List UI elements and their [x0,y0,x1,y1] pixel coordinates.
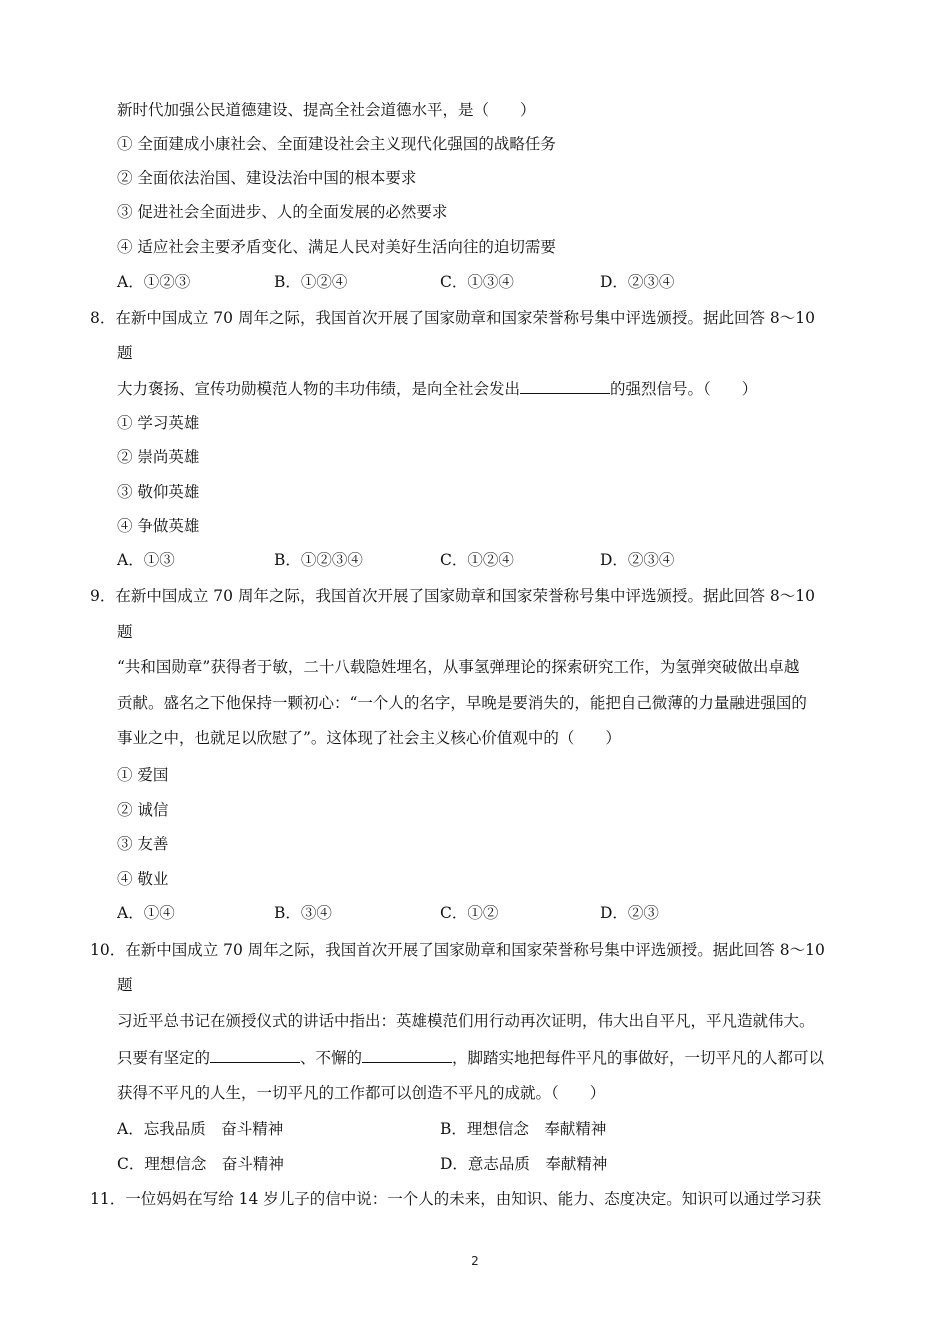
q8-item-4: ④ 争做英雄 [117,517,200,535]
q7-item-4: ④ 适应社会主要矛盾变化、满足人民对美好生活向往的迫切需要 [117,238,556,256]
q7-item-2: ② 全面依法治国、建设法治中国的根本要求 [117,169,417,187]
q10-option-c: C．理想信念 奋斗精神 [117,1155,284,1173]
q9-intro-cont: 题 [117,623,133,641]
q8-stem-after: 的强烈信号。（ ） [610,380,758,398]
q9-option-b: B．③④ [274,904,332,922]
q7-option-a: A．①②③ [117,273,191,291]
q8-item-2: ② 崇尚英雄 [117,448,200,466]
q10-intro: 10．在新中国成立 70 周年之际，我国首次开展了国家勋章和国家荣誉称号集中评选颁授。据此回答 8～10 [90,941,825,959]
q9-item-1: ① 爱国 [117,766,169,784]
q10-stem-part-c: ，脚踏实地把每件平凡的事做好，一切平凡的人都可以 [452,1049,825,1067]
q10-option-d: D．意志品质 奉献精神 [440,1155,608,1173]
q7-item-3: ③ 促进社会全面进步、人的全面发展的必然要求 [117,203,448,221]
page-number: 2 [471,1254,479,1268]
q10-stem-part-a: 只要有坚定的 [117,1049,211,1067]
q9-intro: 9．在新中国成立 70 周年之际，我国首次开展了国家勋章和国家荣誉称号集中评选颁授。据此回答 8～10 [90,587,815,605]
q9-stem-line-1: “共和国勋章”获得者于敏，二十八载隐姓埋名，从事氢弹理论的探索研究工作，为氢弹突破做出卓越 [117,658,800,676]
q9-item-2: ② 诚信 [117,801,169,819]
q7-option-c: C．①③④ [440,273,514,291]
q9-option-a: A．①④ [117,904,175,922]
q8-stem-before: 大力褒扬、宣传功勋模范人物的丰功伟绩，是向全社会发出 [117,380,521,398]
q8-intro-cont: 题 [117,344,133,362]
q8-intro: 8．在新中国成立 70 周年之际，我国首次开展了国家勋章和国家荣誉称号集中评选颁授。据此回答 8～10 [90,309,815,327]
q7-option-d: D．②③④ [600,273,675,291]
q7-stem: 新时代加强公民道德建设、提高全社会道德水平，是（ ） [117,101,536,119]
q9-item-4: ④ 敬业 [117,870,169,888]
q8-blank [520,377,610,394]
q9-stem-line-2: 贡献。盛名之下他保持一颗初心：“一个人的名字，早晚是要消失的，能把自己微薄的力量融进强国的 [117,694,807,712]
q10-option-a: A．忘我品质 奋斗精神 [117,1120,284,1138]
q8-stem [117,377,757,400]
q10-stem-line-1: 习近平总书记在颁授仪式的讲话中指出：英雄模范们用行动再次证明，伟大出自平凡，平凡造就伟大。 [117,1012,815,1030]
q9-option-d: D．②③ [600,904,659,922]
q7-item-1: ① 全面建成小康社会、全面建设社会主义现代化强国的战略任务 [117,135,556,153]
q10-stem-line-3: 获得不平凡的人生，一切平凡的工作都可以创造不平凡的成就。（ ） [117,1084,606,1102]
q10-intro-cont: 题 [117,976,133,994]
q7-option-b: B．①②④ [274,273,348,291]
q8-item-1: ① 学习英雄 [117,414,200,432]
q9-option-c: C．①② [440,904,499,922]
q9-stem-line-3: 事业之中，也就足以欣慰了”。这体现了社会主义核心价值观中的（ ） [117,729,621,747]
q8-item-3: ③ 敬仰英雄 [117,483,200,501]
q10-stem-part-b: 、不懈的 [300,1049,363,1067]
q8-option-b: B．①②③④ [274,551,363,569]
q11-intro: 11．一位妈妈在写给 14 岁儿子的信中说：一个人的未来，由知识、能力、态度决定。知识可以通过学习获 [90,1190,822,1208]
q10-stem-line-2 [117,1046,824,1069]
q8-option-c: C．①②④ [440,551,514,569]
q10-blank-2 [362,1046,452,1063]
q10-option-b: B．理想信念 奉献精神 [440,1120,607,1138]
q8-option-d: D．②③④ [600,551,675,569]
q8-option-a: A．①③ [117,551,175,569]
q10-blank-1 [210,1046,300,1063]
q9-item-3: ③ 友善 [117,835,169,853]
